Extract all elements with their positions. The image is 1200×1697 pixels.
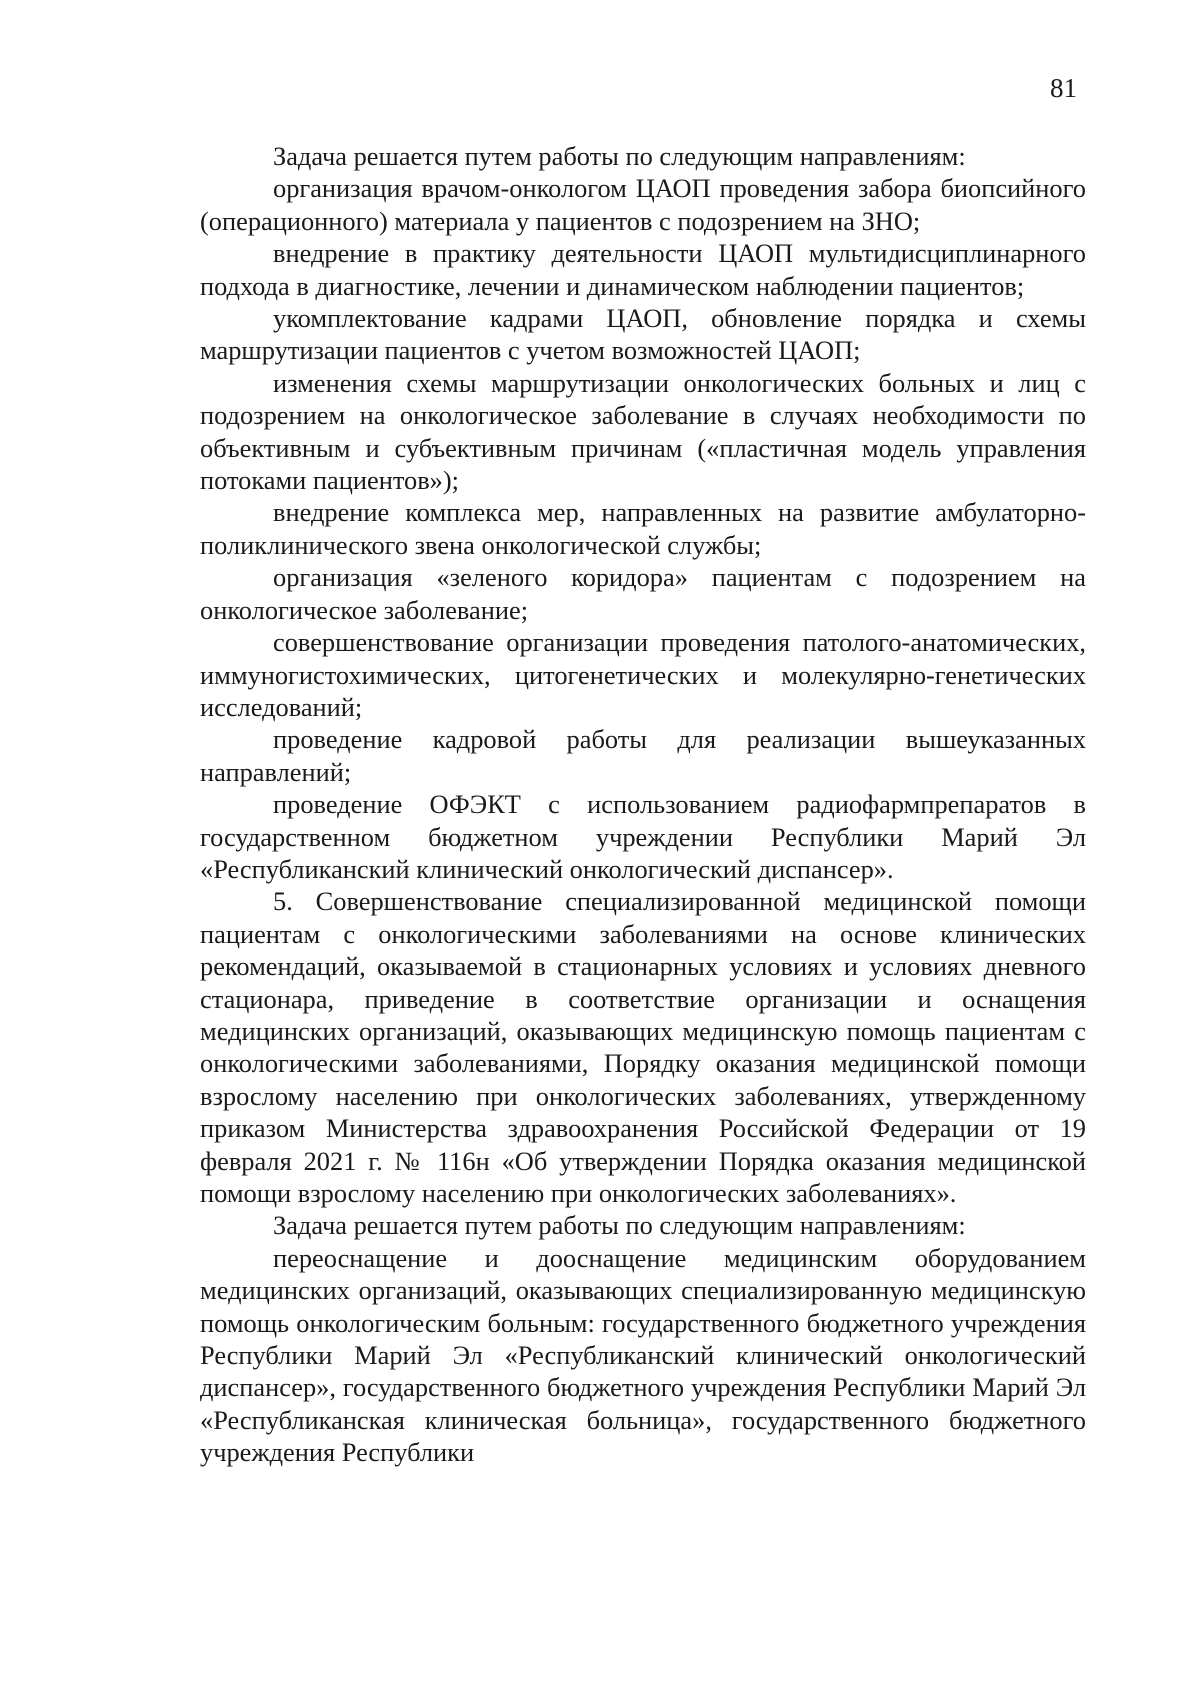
paragraph: переоснащение и дооснащение медицинским оборудованием медицинских организаций, оказывающих специализированную медицинскую помощь онкологическим больным: государственного бюджетного учреждения Республики Марий Эл «Республиканский клинический онкологический диспансер», государственного бюджетного учреждения Республики Марий Эл «Республиканская клиническая больница», государственного бюджетного учреждения Республики [200,1242,1086,1468]
paragraph: совершенствование организации проведения патолого-анатомических, иммуногистохимических, цитогенетических и молекулярно-генетических исследований; [200,627,1086,722]
document-body [200,140,1086,1469]
paragraph: изменения схемы маршрутизации онкологических больных и лиц с подозрением на онкологическое заболевание в случаях необходимости по объективным и субъективным причинам («пластичная модель управления потоками пациентов»); [200,367,1086,496]
paragraph: проведение ОФЭКТ с использованием радиофармпрепаратов в государственном бюджетном учреждении Республики Марий Эл «Республиканский клинический онкологический диспансер». [200,789,1086,884]
page-number: 81 [1050,73,1077,103]
paragraph: внедрение в практику деятельности ЦАОП мультидисциплинарного подхода в диагностике, лечении и динамическом наблюдении пациентов; [200,238,1086,301]
paragraph: укомплектование кадрами ЦАОП, обновление порядка и схемы маршрутизации пациентов с учетом возможностей ЦАОП; [200,303,1086,366]
paragraph: 5. Совершенствование специализированной медицинской помощи пациентам с онкологическими заболеваниями на основе клинических рекомендаций, оказываемой в стационарных условиях и условиях дневного стационара, приведение в соответствие организации и оснащения медицинских организаций, оказывающих медицинскую помощь пациентам с онкологическими заболеваниями, Порядку оказания медицинской помощи взрослому населению при онкологических заболеваниях, утвержденному приказом Министерства здравоохранения Российской Федерации от 19 февраля 2021 г. № 116н «Об утверждении Порядка оказания медицинской помощи взрослому населению при онкологических заболеваниях». [200,886,1086,1208]
paragraph: внедрение комплекса мер, направленных на развитие амбулаторно-поликлинического звена онкологической службы; [200,497,1086,560]
paragraph: организация «зеленого коридора» пациентам с подозрением на онкологическое заболевание; [200,562,1086,625]
paragraph: организация врачом-онкологом ЦАОП проведения забора биопсийного (операционного) материала у пациентов с подозрением на ЗНО; [200,173,1086,236]
paragraph: Задача решается путем работы по следующим направлениям: [273,141,966,171]
paragraph: Задача решается путем работы по следующим направлениям: [273,1210,966,1241]
paragraph: проведение кадровой работы для реализации вышеуказанных направлений; [200,724,1086,787]
